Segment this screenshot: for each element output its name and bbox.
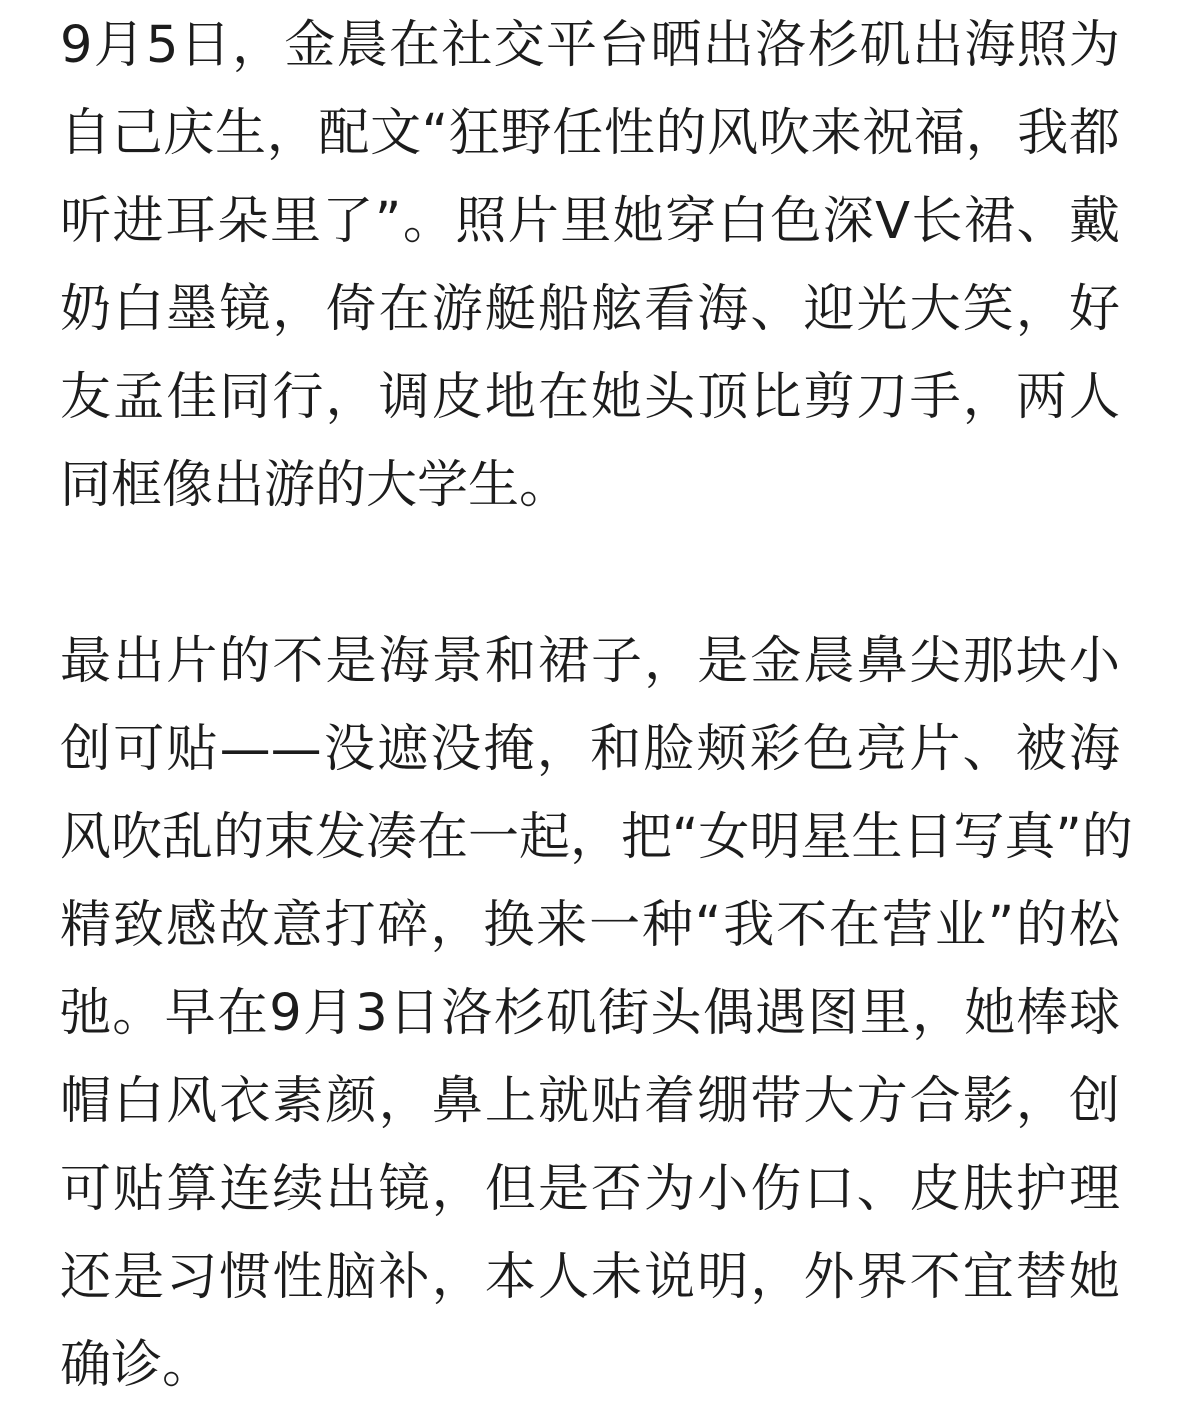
- text-line: 同框像出游的大学生。: [60, 456, 571, 515]
- text-line: 精致感故意打碎，换来一种“我不在营业”的松: [60, 896, 1120, 955]
- text-line: 确诊。: [60, 1336, 214, 1395]
- text-line: 弛。早在9月3日洛杉矶街头偶遇图里，她棒球: [60, 984, 1120, 1043]
- text-line: 风吹乱的束发凑在一起，把“女明星生日写真”的: [60, 808, 1133, 867]
- text-line: 听进耳朵里了”。照片里她穿白色深V长裙、戴: [60, 192, 1120, 251]
- text-line: 最出片的不是海景和裙子，是金晨鼻尖那块小: [60, 632, 1120, 691]
- paragraph-spacer: [60, 530, 1120, 618]
- text-line: 自己庆生，配文“狂野任性的风吹来祝福，我都: [60, 104, 1120, 163]
- text-line: 可贴算连续出镜，但是否为小伤口、皮肤护理: [60, 1160, 1120, 1219]
- text-line: 还是习惯性脑补，本人未说明，外界不宜替她: [60, 1248, 1120, 1307]
- text-line: 创可贴——没遮没掩，和脸颊彩色亮片、被海: [60, 720, 1120, 779]
- article-body: [60, 0, 1133, 1410]
- text-line: 帽白风衣素颜，鼻上就贴着绷带大方合影，创: [60, 1072, 1120, 1131]
- paragraph-2: [60, 618, 1133, 1410]
- text-line: 9月5日，金晨在社交平台晒出洛杉矶出海照为: [60, 16, 1120, 75]
- text-line: 奶白墨镜，倚在游艇船舷看海、迎光大笑，好: [60, 280, 1120, 339]
- paragraph-1: [60, 0, 1120, 530]
- text-line: 友孟佳同行，调皮地在她头顶比剪刀手，两人: [60, 368, 1120, 427]
